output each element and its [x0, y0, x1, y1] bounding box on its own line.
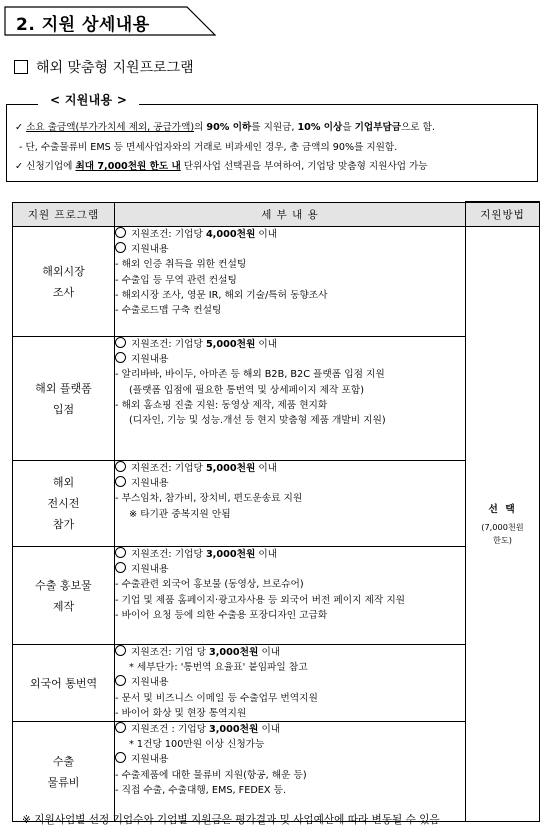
program-detail-cell — [115, 645, 466, 722]
detail-line — [115, 367, 465, 382]
program-name-cell — [13, 461, 115, 547]
detail-text: - 직접 수출, 수출대행, EMS, FEDEX 등. — [115, 784, 287, 796]
detail-line — [115, 383, 465, 398]
program-name-line: 해외 플랫폼 — [35, 381, 92, 395]
table-row — [13, 227, 540, 337]
detail-text: - 기업 및 제품 홈페이지·광고자사용 등 외국어 버전 페이지 제작 지원 — [115, 594, 406, 606]
detail-text: 이내 — [255, 549, 278, 560]
detail-text: 지원내용 — [131, 354, 169, 366]
section-title-box — [4, 6, 215, 34]
detail-line — [115, 706, 465, 721]
detail-text: - 해외시장 조사, 영문 IR, 해외 기술/특허 동향조사 — [115, 289, 328, 301]
detail-line — [115, 593, 465, 608]
circle-bullet-icon — [115, 476, 126, 487]
circle-bullet-icon — [115, 562, 126, 573]
detail-line — [115, 476, 465, 491]
checkbox-icon — [14, 60, 28, 74]
program-table — [12, 201, 540, 822]
detail-text: 지원조건: 기업당 — [131, 229, 206, 240]
detail-text: 지원조건: 기업당 — [131, 463, 206, 474]
detail-line — [115, 507, 465, 522]
info-box-label: < 지원내용 > — [38, 91, 139, 108]
detail-text: 이내 — [258, 647, 281, 658]
detail-line — [115, 608, 465, 623]
program-name-cell — [13, 547, 115, 645]
table-row — [13, 722, 540, 822]
detail-line — [115, 413, 465, 428]
circle-bullet-icon — [115, 337, 126, 348]
program-name-cell — [13, 645, 115, 722]
circle-bullet-icon — [115, 547, 126, 558]
circle-bullet-icon — [115, 352, 126, 363]
program-detail-cell — [115, 722, 466, 822]
circle-bullet-icon — [115, 242, 126, 253]
info-line-3: ✓ 신청기업에 최대 7,000천원 한도 내 단위사업 선택권을 부여하여, 기업당 맞춤형 지원사업 가능 — [15, 161, 428, 172]
detail-text: * 1건당 100만원 이상 신청가능 — [129, 739, 265, 751]
program-detail-cell — [115, 337, 466, 461]
circle-bullet-icon — [115, 722, 126, 733]
detail-line — [115, 242, 465, 257]
subheading-text: 해외 맞춤형 지원프로그램 — [36, 60, 194, 76]
method-note: (7,000천원 — [481, 522, 524, 532]
amount-limit: 5,000천원 — [205, 463, 256, 474]
table-row — [13, 645, 540, 722]
program-name-line: 입점 — [52, 402, 75, 416]
detail-text: 지원내용 — [131, 478, 169, 490]
program-name-line: 외국어 통번역 — [29, 676, 98, 690]
detail-text: * 세부단가: '통번역 요율표' 붙임파일 참고 — [129, 662, 308, 674]
detail-text: 지원조건: 기업 당 — [131, 647, 210, 658]
program-name-line: 물류비 — [47, 775, 80, 789]
table-row — [13, 337, 540, 461]
detail-text: 이내 — [255, 339, 278, 350]
detail-text: 이내 — [255, 229, 278, 240]
detail-line — [115, 273, 465, 288]
program-name-line: 해외시장 — [42, 264, 85, 278]
detail-text: 지원조건: 기업당 — [131, 549, 206, 560]
detail-text: (플랫폼 입점에 필요한 통번역 및 상세페이지 제작 포함) — [129, 384, 364, 396]
program-name-cell — [13, 227, 115, 337]
check-mark-icon: ✓ — [15, 161, 24, 172]
program-name-cell — [13, 722, 115, 822]
detail-text: - 바이어 화상 및 현장 통역지원 — [115, 707, 247, 719]
detail-line — [115, 562, 465, 577]
detail-text: - 수출입 등 무역 관련 컨설팅 — [115, 274, 237, 286]
detail-line — [115, 352, 465, 367]
amount-limit: 4,000천원 — [205, 229, 256, 240]
detail-text: 이내 — [255, 463, 278, 474]
circle-bullet-icon — [115, 461, 126, 472]
detail-line — [115, 645, 465, 660]
detail-text: - 바이어 요청 등에 의한 수출용 포장디자인 고급화 — [115, 609, 328, 621]
detail-line — [115, 547, 465, 562]
amount-limit: 3,000천원 — [205, 549, 256, 560]
detail-line — [115, 783, 465, 798]
circle-bullet-icon — [115, 675, 126, 686]
program-name-line: 수출 홍보물 — [35, 578, 92, 592]
circle-bullet-icon — [115, 227, 126, 238]
detail-text: - 수출로드맵 구축 컨설팅 — [115, 305, 222, 317]
detail-line — [115, 722, 465, 737]
table-row — [13, 547, 540, 645]
detail-line — [115, 337, 465, 352]
amount-limit: 3,000천원 — [209, 647, 259, 658]
detail-line — [115, 660, 465, 675]
detail-line — [115, 691, 465, 706]
detail-text: - 해외 인증 취득을 위한 컨설팅 — [115, 259, 247, 271]
detail-line — [115, 398, 465, 413]
program-name-line: 참가 — [52, 518, 75, 531]
subheading — [14, 57, 194, 77]
detail-text: - 수출관련 외국어 홍보물 (동영상, 브로슈어) — [115, 579, 304, 591]
detail-line — [115, 491, 465, 506]
detail-text: 지원내용 — [131, 754, 169, 766]
check-mark-icon: ✓ — [15, 122, 24, 133]
program-detail-cell — [115, 547, 466, 645]
detail-text: 이내 — [258, 724, 281, 736]
detail-line — [115, 675, 465, 690]
circle-bullet-icon — [115, 645, 126, 656]
detail-line — [115, 737, 465, 752]
detail-text: 지원조건 : 기업당 — [131, 724, 210, 736]
header-detail: 세 부 내 용 — [115, 202, 466, 227]
detail-text: - 문서 및 비즈니스 이메일 등 수출업무 번역지원 — [115, 692, 318, 704]
program-name-line: 수출 — [52, 754, 75, 768]
detail-line — [115, 257, 465, 272]
detail-line — [115, 461, 465, 476]
program-name-line: 해외 — [52, 476, 75, 489]
detail-text: 지원내용 — [131, 244, 169, 256]
detail-text: (디자인, 기능 및 성능.개선 등 현지 맞춤형 제품 개발비 지원) — [129, 415, 386, 427]
detail-text: - 부스임차, 참가비, 장치비, 편도운송료 지원 — [115, 493, 303, 505]
support-info-box — [6, 104, 538, 182]
program-detail-cell — [115, 227, 466, 337]
amount-limit: 3,000천원 — [209, 724, 259, 736]
table-row — [13, 461, 540, 547]
detail-line — [115, 577, 465, 592]
program-name-line: 제작 — [52, 599, 75, 613]
method-note: 한도) — [492, 535, 512, 545]
program-detail-cell — [115, 461, 466, 547]
detail-text: - 수출제품에 대한 물류비 지원(항공, 해운 등) — [115, 769, 307, 781]
detail-text: - 알리바바, 바이두, 아마존 등 해외 B2B, B2C 플랫폼 입점 지원 — [115, 369, 385, 381]
program-name-cell — [13, 337, 115, 461]
program-name-line: 조사 — [52, 285, 75, 299]
program-name-line: 전시전 — [47, 497, 80, 510]
detail-line — [115, 227, 465, 242]
detail-line — [115, 288, 465, 303]
detail-text: 지원내용 — [131, 564, 169, 576]
header-program: 지원 프로그램 — [13, 202, 115, 227]
table-header-row — [13, 202, 540, 227]
detail-line — [115, 768, 465, 783]
detail-line — [115, 752, 465, 767]
info-line-2: - 단, 수출물류비 EMS 등 면세사업자와의 거래로 비과세인 경우, 총 금액의 90%를 지원함. — [19, 142, 398, 153]
detail-text: 지원조건: 기업당 — [131, 339, 206, 350]
detail-text: ※ 타기관 중복지원 안됨 — [129, 508, 231, 520]
detail-text: - 해외 홈쇼핑 진출 지원: 동영상 제작, 제품 현지화 — [115, 399, 328, 411]
circle-bullet-icon — [115, 752, 126, 763]
method-label: 선 택 — [488, 504, 517, 515]
detail-text: 지원내용 — [131, 677, 169, 689]
detail-line — [115, 303, 465, 318]
footnote: ※ 지원사업별 선정 기업수와 기업별 지원금은 평가결과 및 사업예산에 따라 변동될 수 있음 — [22, 814, 440, 826]
info-line-1: ✓ 소요 출금액(부가가치세 제외, 공급가액)의 90% 이하를 지원금, 10% 이상을 기업부담금으로 함. — [15, 122, 435, 133]
support-method-cell — [466, 227, 540, 822]
section-title: 2. 지원 상세내용 — [16, 15, 150, 35]
amount-limit: 5,000천원 — [205, 339, 256, 350]
header-method: 지원방법 — [466, 202, 540, 227]
